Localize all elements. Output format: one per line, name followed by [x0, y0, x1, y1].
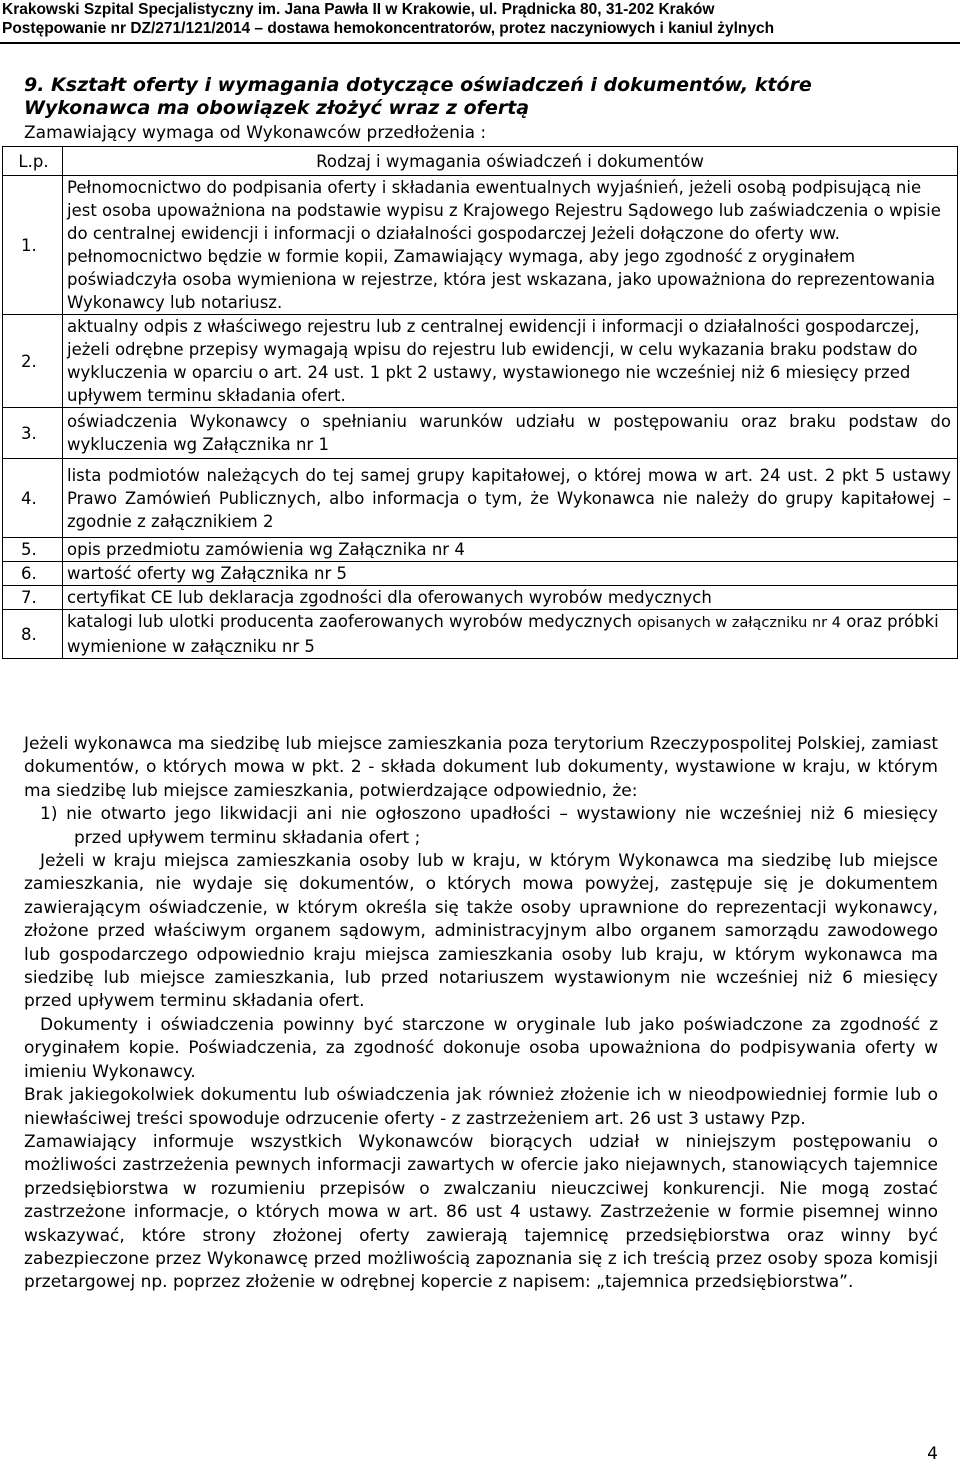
row-number: 4. [3, 459, 63, 538]
row-description: oświadczenia Wykonawcy o spełnianiu warunków udziału w postępowaniu oraz braku podstaw do wykluczenia wg Załącznika nr 1 [63, 408, 958, 459]
column-header-description: Rodzaj i wymagania oświadczeń i dokumentów [63, 147, 958, 176]
documents-table [2, 146, 958, 659]
paragraph: Jeżeli w kraju miejsca zamieszkania osoby lub w kraju, w którym Wykonawca ma siedzibę lub miejsce zamieszkania, nie wydaje się dokumentów, o których mowa powyżej, zastępuje się je dokumentem zawierającym oświadczenie, w którym określa się także osoby uprawnione do reprezentacji wykonawcy, złożone przed właściwym organem sądowym, administracyjnym albo organem samorządu zawodowego lub gospodarczego odpowiednio kraju miejsca zamieszkania osoby lub kraju, w którym wykonawca ma siedzibę lub miejsce zamieszkania, lub przed notariuszem wystawionym nie wcześniej niż 6 miesięcy przed upływem terminu składania ofert. [24, 851, 938, 1012]
row-number: 2. [3, 315, 63, 408]
table-header-row [3, 147, 958, 176]
paragraph: Dokumenty i oświadczenia powinny być starczone w oryginale lub jako poświadczone za zgodność z oryginałem kopie. Poświadczenia, za zgodność dokonuje osoba upoważniona do podpisywania oferty w imieniu Wykonawcy. [24, 1014, 938, 1082]
row-description-part: oraz próbki wymienione w załączniku nr 5 [67, 612, 939, 656]
table-row [3, 176, 958, 315]
row-number: 3. [3, 408, 63, 459]
table-row [3, 459, 958, 538]
paragraph: Zamawiający informuje wszystkich Wykonawców biorących udział w niniejszym postępowaniu o możliwości zastrzeżenia pewnych informacji zawartych w ofercie jako niejawnych, stanowiących tajemnice przedsiębiorstwa w rozumieniu przepisów o zwalczaniu nieuczciwej konkurencji. Nie mogą zostać zastrzeżone informacje, o których mowa w art. 86 ust 4 ustawy. Zastrzeżenie w formie pisemnej winno wskazywać, które strony złożonej oferty zawierają tajemnicę przedsiębiorstwa oraz winny być zabezpieczone przez Wykonawcę przed możliwością zapoznania się z ich treścią przez osoby spoza komisji przetargowej np. poprzez złożenie w odrębnej kopercie z napisem: „tajemnica przedsiębiorstwa”. [24, 1131, 938, 1293]
row-number: 7. [3, 586, 63, 610]
row-description: wartość oferty wg Załącznika nr 5 [63, 562, 958, 586]
row-number: 5. [3, 538, 63, 562]
section-intro: Zamawiający wymaga od Wykonawców przedłożenia : [24, 123, 487, 143]
table-row [3, 315, 958, 408]
row-description: aktualny odpis z właściwego rejestru lub z centralnej ewidencji i informacji o działalności gospodarczej, jeżeli odrębne przepisy wymagają wpisu do rejestru lub ewidencji, w celu wykazania braku podstaw do wykluczenia w oparciu o art. 24 ust. 1 pkt 2 ustawy, wystawionego nie wcześniej niż 6 miesięcy przed upływem terminu składania ofert. [63, 315, 958, 408]
table-row [3, 408, 958, 459]
section-title: 9. Kształt oferty i wymagania dotyczące oświadczeń i dokumentów, które Wykonawca ma obowiązek złożyć wraz z ofertą [24, 74, 812, 119]
row-number: 1. [3, 176, 63, 315]
row-description [63, 610, 958, 659]
table-row [3, 610, 958, 659]
list-item: 1) nie otwarto jego likwidacji ani nie ogłoszono upadłości – wystawiony nie wcześniej niż 6 miesięcy przed upływem terminu składania ofert ; [40, 804, 938, 848]
row-description-part-small: opisanych w załączniku nr 4 [637, 615, 841, 631]
table-row [3, 586, 958, 610]
row-description: lista podmiotów należących do tej samej grupy kapitałowej, o której mowa w art. 24 ust. 2 pkt 5 ustawy Prawo Zamówień Publicznych, albo informacja o tym, że Wykonawca nie należy do grupy kapitałowej – zgodnie z załącznikiem 2 [63, 459, 958, 538]
column-header-number: L.p. [3, 147, 63, 176]
table-row [3, 538, 958, 562]
row-number: 8. [3, 610, 63, 659]
header-line-2: Postępowanie nr DZ/271/121/2014 – dostawa hemokoncentratorów, protez naczyniowych i kaniul żylnych [2, 20, 775, 37]
paragraph: Jeżeli wykonawca ma siedzibę lub miejsce zamieszkania poza terytorium Rzeczypospolitej Polskiej, zamiast dokumentów, o których mowa w pkt. 2 - składa dokument lub dokumenty, wystawione w kraju, w którym ma siedzibę lub miejsce zamieszkania, potwierdzające odpowiednio, że: [24, 734, 938, 801]
paragraph: Brak jakiegokolwiek dokumentu lub oświadczenia jak również złożenie ich w nieodpowiedniej formie lub o niewłaściwej treści spowoduje odrzucenie oferty - z zastrzeżeniem art. 26 ust 3 ustawy Pzp. [24, 1085, 938, 1129]
page-header [0, 0, 960, 44]
row-description: opis przedmiotu zamówienia wg Załącznika nr 4 [63, 538, 958, 562]
body-text [24, 733, 938, 1295]
page-number: 4 [927, 1444, 938, 1464]
row-description: certyfikat CE lub deklaracja zgodności dla oferowanych wyrobów medycznych [63, 586, 958, 610]
header-line-1: Krakowski Szpital Specjalistyczny im. Jana Pawła II w Krakowie, ul. Prądnicka 80, 31-202 Kraków [2, 1, 715, 18]
row-description-part: katalogi lub ulotki producenta zaoferowanych wyrobów medycznych [67, 612, 638, 631]
row-number: 6. [3, 562, 63, 586]
table-row [3, 562, 958, 586]
row-description: Pełnomocnictwo do podpisania oferty i składania ewentualnych wyjaśnień, jeżeli osobą podpisującą nie jest osoba upoważniona na podstawie wypisu z Krajowego Rejestru Sądowego lub zaświadczenia o wpisie do centralnej ewidencji i informacji o działalności gospodarczej Jeżeli dołączone do oferty ww. pełnomocnictwo będzie w formie kopii, Zamawiający wymaga, aby jego zgodność z oryginałem poświadczyła osoba wymieniona w rejestrze, która jest wskazana, jako upoważniona do reprezentowania Wykonawcy lub notariusz. [63, 176, 958, 315]
